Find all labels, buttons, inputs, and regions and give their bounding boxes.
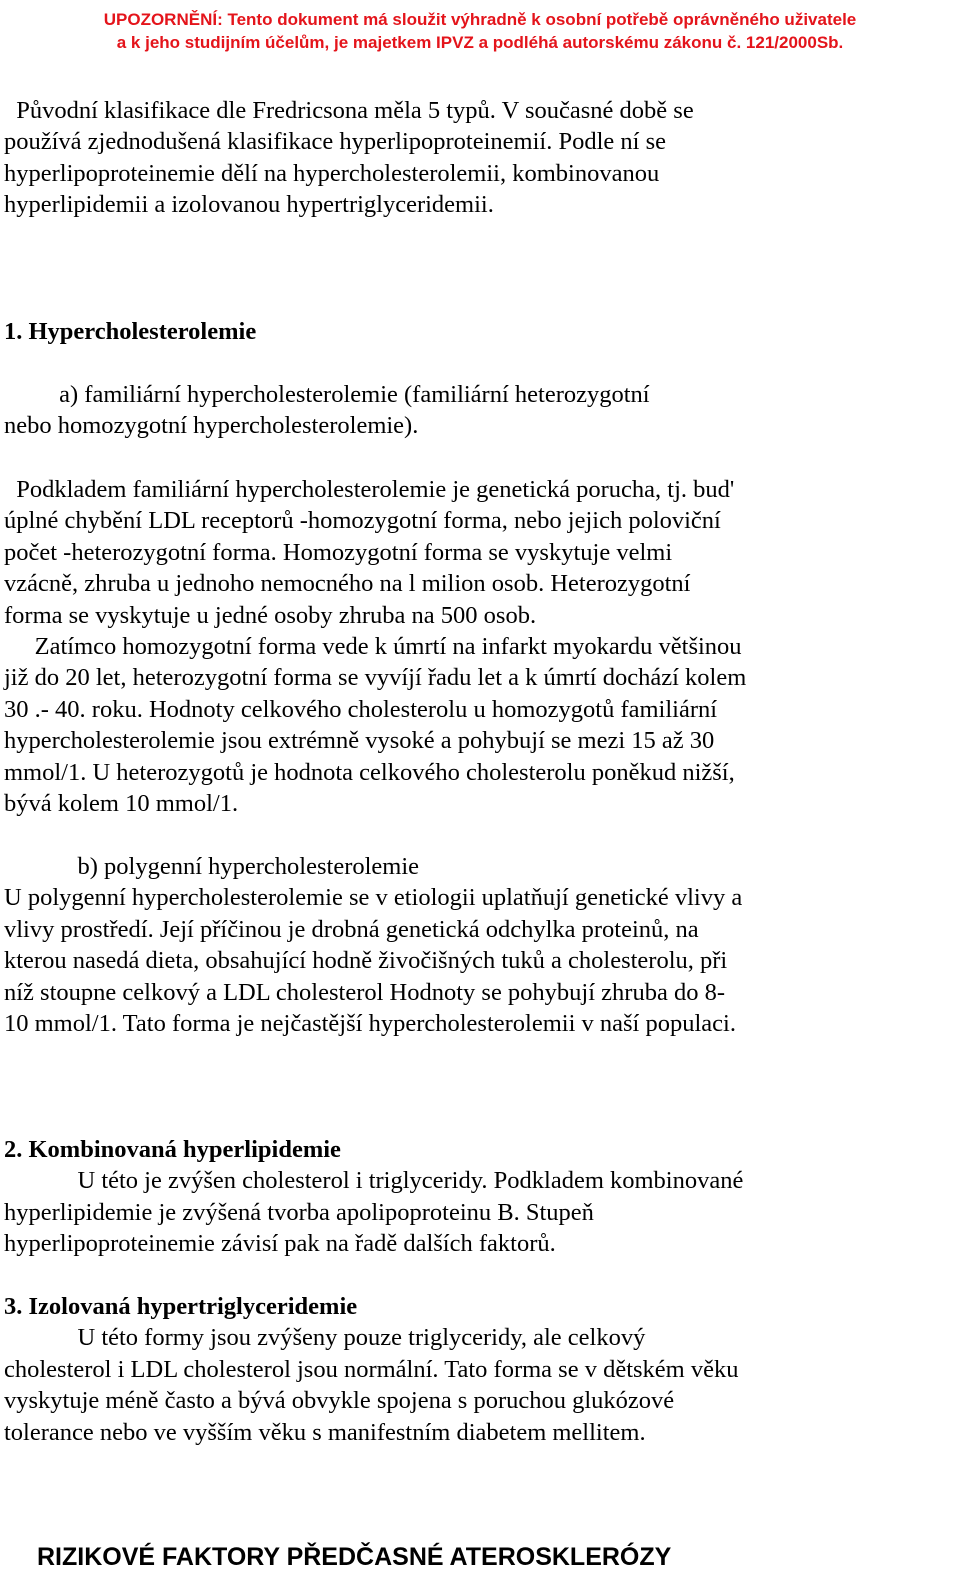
text-line: 10 mmol/1. Tato forma je nejčastější hypercholesterolemii v naší populaci. — [4, 1010, 736, 1038]
text-line: počet -heterozygotní forma. Homozygotní forma se vyskytuje velmi — [4, 538, 673, 566]
copyright-warning — [0, 8, 960, 54]
text-line: tolerance nebo ve vyšším věku s manifestním diabetem mellitem. — [4, 1418, 646, 1446]
text-line: vlivy prostředí. Její příčinou je drobná genetická odchylka proteinů, na — [4, 915, 699, 943]
text-line: U této je zvýšen cholesterol i triglyceridy. Podkladem kombinované — [4, 1167, 744, 1195]
section-1-heading — [4, 316, 944, 347]
text-line: Zatímco homozygotní forma vede k úmrtí na infarkt myokardu většinou — [4, 633, 742, 661]
text-line: U polygenní hypercholesterolemie se v etiologii uplatňují genetické vlivy a — [4, 884, 743, 912]
text-line: kterou nasedá dieta, obsahující hodně živočišných tuků a cholesterolu, při — [4, 947, 728, 975]
text-line: nebo homozygotní hypercholesterolemie). — [4, 412, 419, 440]
text-line: Podkladem familiární hypercholesterolemie je genetická porucha, tj. bud' — [4, 476, 735, 503]
warning-line: a k jeho studijním účelům, je majetkem IPVZ a podléhá autorskému zákonu č. 121/2000Sb. — [116, 33, 844, 52]
intro-paragraph — [4, 95, 944, 221]
text-line: U této formy jsou zvýšeny pouze triglyceridy, ale celkový — [4, 1324, 646, 1352]
text-line: forma se vyskytuje u jedné osoby zhruba na 500 osob. — [4, 601, 537, 629]
text-line: hyperlipoproteinemie dělí na hypercholesterolemii, kombinovanou — [4, 159, 660, 187]
text-line: 30 .- 40. roku. Hodnoty celkového cholesterolu u homozygotů familiární — [4, 695, 718, 723]
text-line: hypercholesterolemie jsou extrémně vysoké a pohybují se mezi 15 až 30 — [4, 727, 715, 755]
heading-text: 1. Hypercholesterolemie — [4, 318, 257, 345]
section-3-heading: 3. Izolovaná hypertriglyceridemie — [4, 1293, 358, 1320]
text-line: Původní klasifikace dle Fredricsona měla 5 typů. V současné době se — [4, 97, 694, 124]
text-line: hyperlipoproteinemie závisí pak na řadě dalších faktorů. — [4, 1230, 556, 1258]
text-line: mmol/1. U heterozygotů je hodnota celkového cholesterolu poněkud nižší, — [4, 758, 735, 786]
text-line: a) familiární hypercholesterolemie (familiární heterozygotní — [4, 381, 650, 408]
text-line: hyperlipidemie je zvýšená tvorba apolipoproteinu B. Stupeň — [4, 1198, 594, 1226]
warning-line: UPOZORNĚNÍ: Tento dokument má sloužit výhradně k osobní potřebě oprávněného uživatele — [103, 10, 857, 29]
text-line: bývá kolem 10 mmol/1. — [4, 790, 239, 818]
section-1a-title — [4, 379, 944, 442]
section-1b — [4, 851, 944, 1039]
text-line: vyskytuje méně často a bývá obvykle spojena s poruchou glukózové — [4, 1387, 675, 1415]
section-1a-body — [4, 474, 944, 819]
text-line: úplné chybění LDL receptorů -homozygotní forma, nebo jejich poloviční — [4, 507, 721, 535]
text-line: hyperlipidemii a izolovanou hypertriglyceridemii. — [4, 191, 494, 219]
section-2 — [4, 1134, 944, 1260]
section-2-heading: 2. Kombinovaná hyperlipidemie — [4, 1136, 341, 1163]
risk-factors-title: RIZIKOVÉ FAKTORY PŘEDČASNÉ ATEROSKLERÓZY — [37, 1543, 672, 1571]
text-line: používá zjednodušená klasifikace hyperlipoproteinemií. Podle ní se — [4, 128, 666, 156]
section-3 — [4, 1291, 944, 1448]
text-line: b) polygenní hypercholesterolemie — [4, 853, 420, 880]
text-line: vzácně, zhruba u jednoho nemocného na l milion osob. Heterozygotní — [4, 570, 691, 598]
text-line: cholesterol i LDL cholesterol jsou normální. Tato forma se v dětském věku — [4, 1355, 739, 1383]
text-line: níž stoupne celkový a LDL cholesterol Hodnoty se pohybují zhruba do 8- — [4, 978, 725, 1006]
text-line: již do 20 let, heterozygotní forma se vyvíjí řadu let a k úmrtí dochází kolem — [4, 664, 747, 692]
